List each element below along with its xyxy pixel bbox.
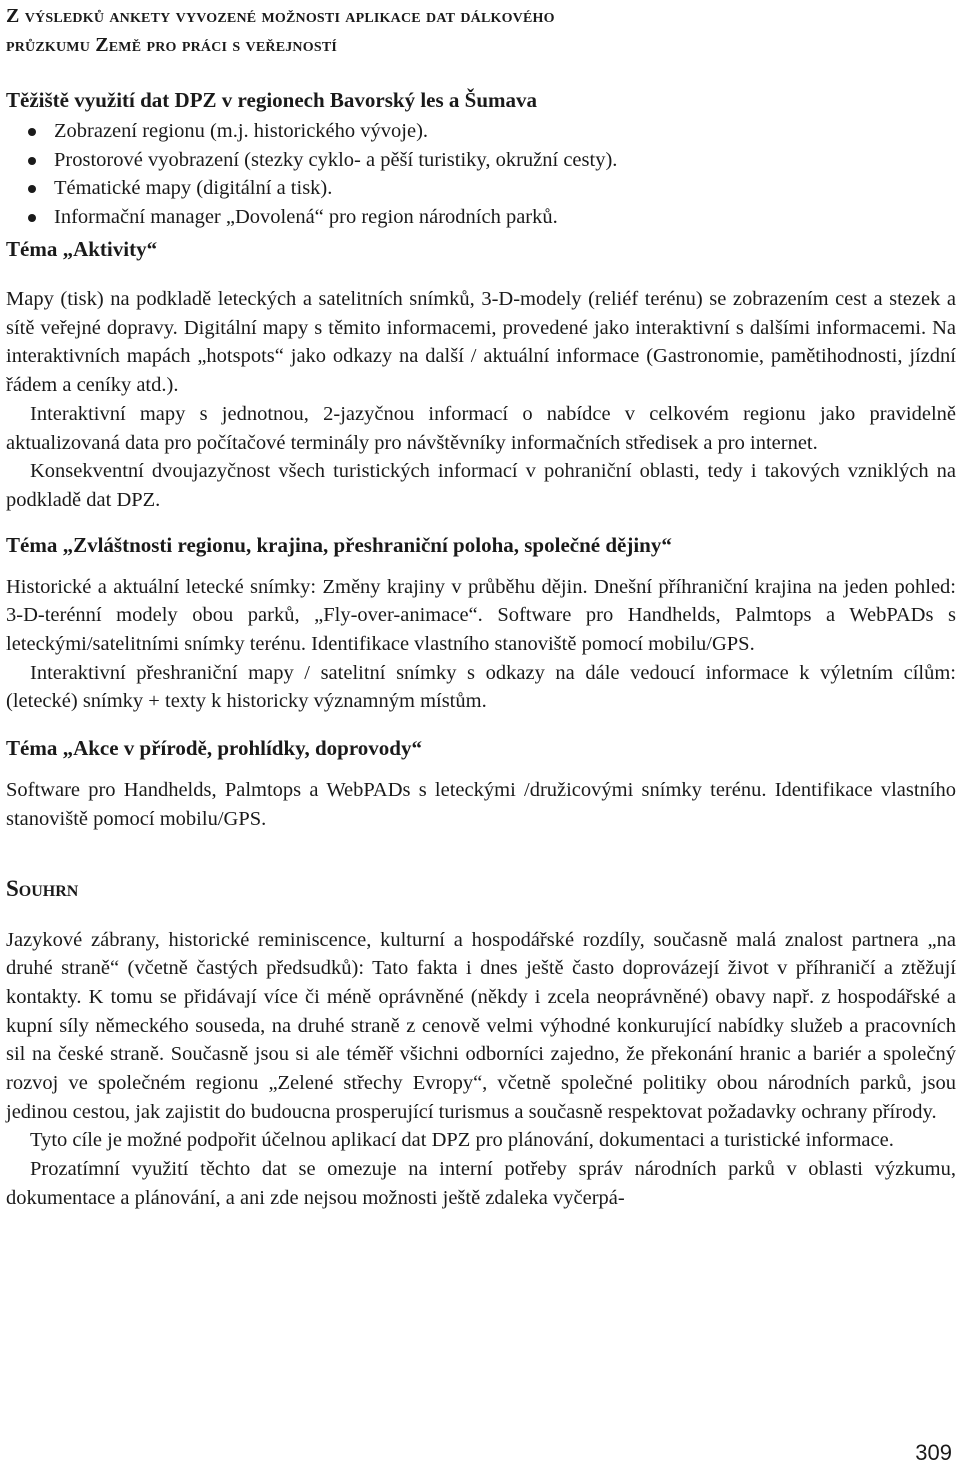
document-page	[6, 0, 956, 1213]
bullet-icon	[28, 185, 36, 193]
paragraph: Software pro Handhelds, Palmtops a WebPADs s leteckými /družicovými snímky terénu. Identifikace vlastního stanoviště pomocí mobilu/GPS.	[6, 779, 956, 830]
paragraph: Historické a aktuální letecké snímky: Změny krajiny v průběhu dějin. Dnešní příhraniční krajina na jeden pohled: 3-D-terénní modely obou parků, „Fly-over-animace“. Software pro Handhelds, Palmtops a WebPADs s leteckými/satelitními snímky terénu. Identifikace vlastního stanoviště pomocí mobilu/GPS.	[6, 575, 956, 656]
page-number: 309	[915, 1440, 952, 1465]
paragraph: Konsekventní dvoujazyčnost všech turistických informací v pohraniční oblasti, tedy i takových vzniklých na podkladě dat DPZ.	[6, 460, 956, 511]
section-title	[6, 2, 956, 60]
list-item: Informační manager „Dovolená“ pro region národních parků.	[6, 203, 956, 232]
topic-region-heading: Téma „Zvláštnosti regionu, krajina, přeshraniční poloha, společné dějiny“	[6, 532, 672, 557]
topic-nature-heading: Téma „Akce v přírodě, prohlídky, doprovody“	[6, 736, 422, 761]
summary-heading: Souhrn	[6, 875, 79, 901]
bullet-icon	[28, 157, 36, 165]
list-item: Tématické mapy (digitální a tisk).	[6, 174, 956, 203]
paragraph: Mapy (tisk) na podkladě leteckých a satelitních snímků, 3-D-modely (reliéf terénu) se zobrazením cest a stezek a sítě veřejné dopravy. Digitální mapy s těmito informacemi, provedené jako interaktivní s dalšími informacemi. Na interaktivních mapách „hotspots“ jako odkazy na další / aktuální informace (Gastronomie, pamětihodnosti, jízdní řádem a ceníky atd.).	[6, 288, 956, 397]
topic-activities-heading: Téma „Aktivity“	[6, 237, 158, 261]
paragraph: Interaktivní mapy s jednotnou, 2-jazyčnou informací o nabídce v celkovém regionu jako pravidelně aktualizovaná data pro počítačové terminály pro návštěvníky informačních středisek a pro internet.	[6, 402, 956, 454]
paragraph: Tyto cíle je možné podpořit účelnou aplikací dat DPZ pro plánování, dokumentaci a turistické informace.	[30, 1129, 894, 1152]
bullet-icon	[28, 128, 36, 136]
list-item: Zobrazení regionu (m.j. historického vývoje).	[6, 117, 956, 146]
paragraph: Prozatímní využití těchto dat se omezuje na interní potřeby správ národních parků v oblasti výzkumu, dokumentace a plánování, a ani zde nejsou možnosti ještě zdaleka vyčerpá-	[6, 1158, 956, 1209]
section-title-line-2: průzkumu Země pro práci s veřejností	[6, 34, 338, 56]
section-title-line-1: Z výsledků ankety vyvozené možnosti aplikace dat dálkového	[6, 5, 555, 27]
bullet-icon	[28, 214, 36, 222]
usage-focus-heading: Těžiště využití dat DPZ v regionech Bavorský les a Šumava	[6, 88, 538, 112]
usage-focus-list	[6, 117, 956, 231]
paragraph: Interaktivní přeshraniční mapy / satelitní snímky s odkazy na dále vedoucí informace k výletním cílům: (letecké) snímky + texty k historicky významným místům.	[6, 661, 956, 713]
paragraph: Jazykové zábrany, historické reminiscence, kulturní a hospodářské rozdíly, současně malá znalost partnera „na druhé straně“ (včetně častých předsudků): Tato fakta i dnes ještě často doprovázejí život v příhraničí a ztěžují kontakty. K tomu se přidávají více či méně oprávněné (někdy i zcela neoprávněné) obavy např. z hospodářské a kupní síly německého souseda, na druhé straně z cenově velmi výhodné konkurující nabídky služeb a pracovních sil na české straně. Současně jsou si ale téměř všichni odborníci zajedno, že překonání hranic a bariér a společný rozvoj ve společném regionu „Zelené střechy Evropy“, včetně společné politiky obou národních parků, jsou jedinou cestou, jak zajistit do budoucna prosperující turismus a současně respektovat požadavky ochrany přírody.	[6, 928, 956, 1123]
list-item: Prostorové vyobrazení (stezky cyklo- a pěší turistiky, okružní cesty).	[6, 146, 956, 175]
